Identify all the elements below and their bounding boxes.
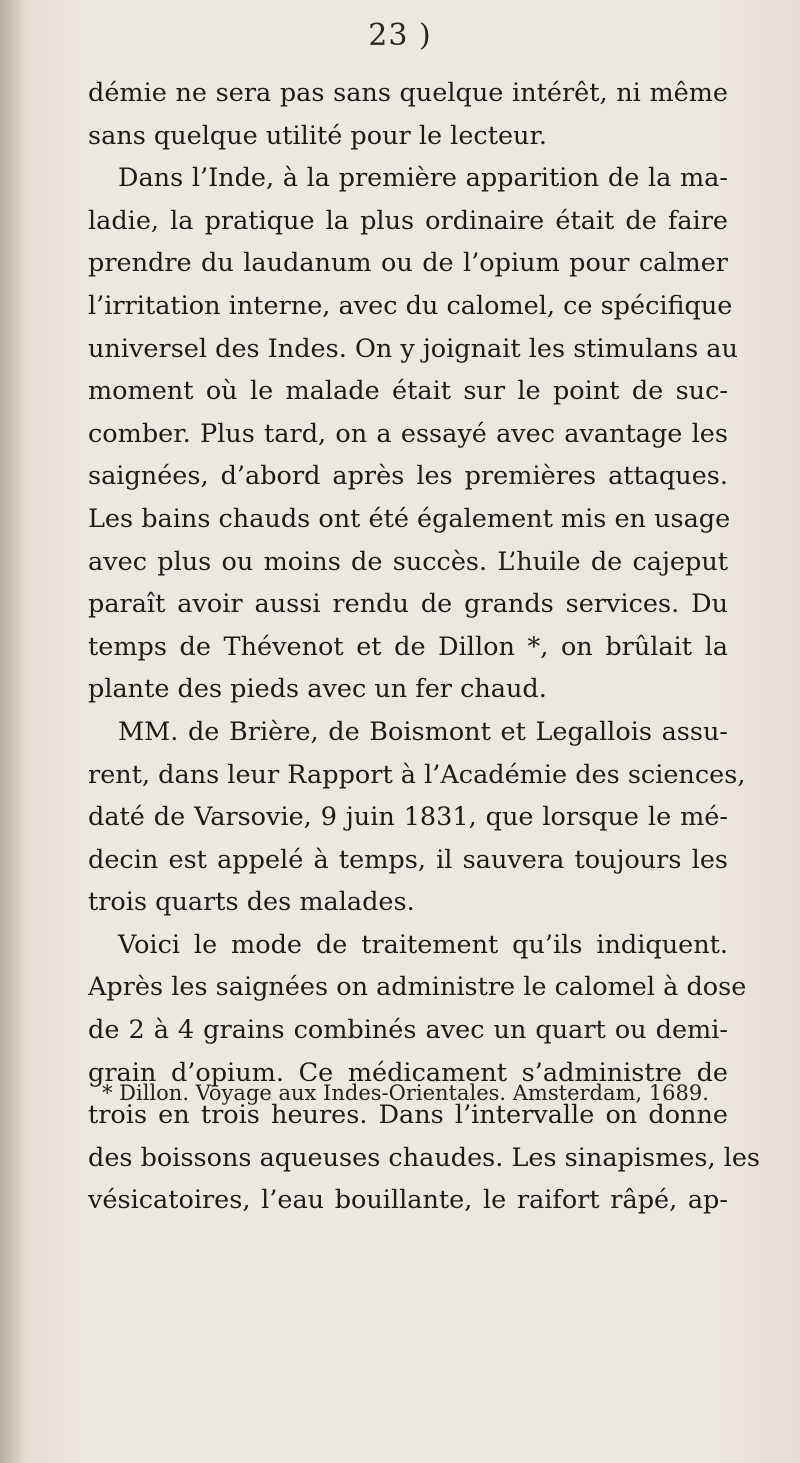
text-line: paraît avoir aussi rendu de grands services. Du — [88, 589, 728, 620]
text-line: MM. de Brière, de Boismont et Legallois assu- — [118, 716, 728, 747]
text-line: plante des pieds avec un fer chaud. — [88, 674, 547, 705]
text-line: ladie, la pratique la plus ordinaire était de faire — [88, 205, 728, 236]
text-line: saignées, d’abord après les premières attaques. — [88, 461, 728, 492]
text-line: trois en trois heures. Dans l’intervalle on donne — [88, 1100, 728, 1131]
text-line: des boissons aqueuses chaudes. Les sinapismes, les — [88, 1142, 761, 1173]
text-line: Les bains chauds ont été également mis en usage — [88, 503, 731, 534]
text-line: temps de Thévenot et de Dillon *, on brûlait la — [88, 631, 728, 662]
text-line: daté de Varsovie, 9 juin 1831, que lorsque le mé- — [88, 802, 728, 833]
body-text — [88, 72, 761, 1222]
text-line: comber. Plus tard, on a essayé avec avantage les — [88, 418, 728, 449]
text-line: rent, dans leur Rapport à l’Académie des sciences, — [88, 759, 746, 790]
text-line: l’irritation interne, avec du calomel, ce spécifique — [88, 290, 733, 321]
text-line: universel des Indes. On y joignait les stimulans au — [88, 333, 738, 364]
text-line: trois quarts des malades. — [88, 887, 415, 918]
text-line: moment où le malade était sur le point de suc- — [88, 376, 728, 407]
text-line: prendre du laudanum ou de l’opium pour calmer — [88, 248, 728, 279]
text-line: démie ne sera pas sans quelque intérêt, ni même — [88, 78, 728, 108]
page-number: 23 ) — [368, 18, 432, 53]
text-line: de 2 à 4 grains combinés avec un quart ou demi- — [88, 1015, 728, 1046]
footnote: * Dillon. Voyage aux Indes-Orientales. Amsterdam, 1689. — [102, 1081, 709, 1105]
text-line: Après les saignées on administre le calomel à dose — [88, 972, 747, 1003]
text-line: sans quelque utilité pour le lecteur. — [88, 120, 547, 151]
text-line: Dans l’Inde, à la première apparition de la ma- — [118, 163, 728, 194]
binding-shadow — [0, 0, 26, 1463]
text-line: grain d’opium. Ce médicament s’administre de — [88, 1057, 728, 1088]
text-line: Voici le mode de traitement qu’ils indiquent. — [118, 929, 728, 960]
text-line: vésicatoires, l’eau bouillante, le raifort râpé, ap- — [88, 1185, 728, 1216]
text-line: decin est appelé à temps, il sauvera toujours les — [88, 844, 728, 875]
text-line: avec plus ou moins de succès. L’huile de cajeput — [88, 546, 728, 577]
